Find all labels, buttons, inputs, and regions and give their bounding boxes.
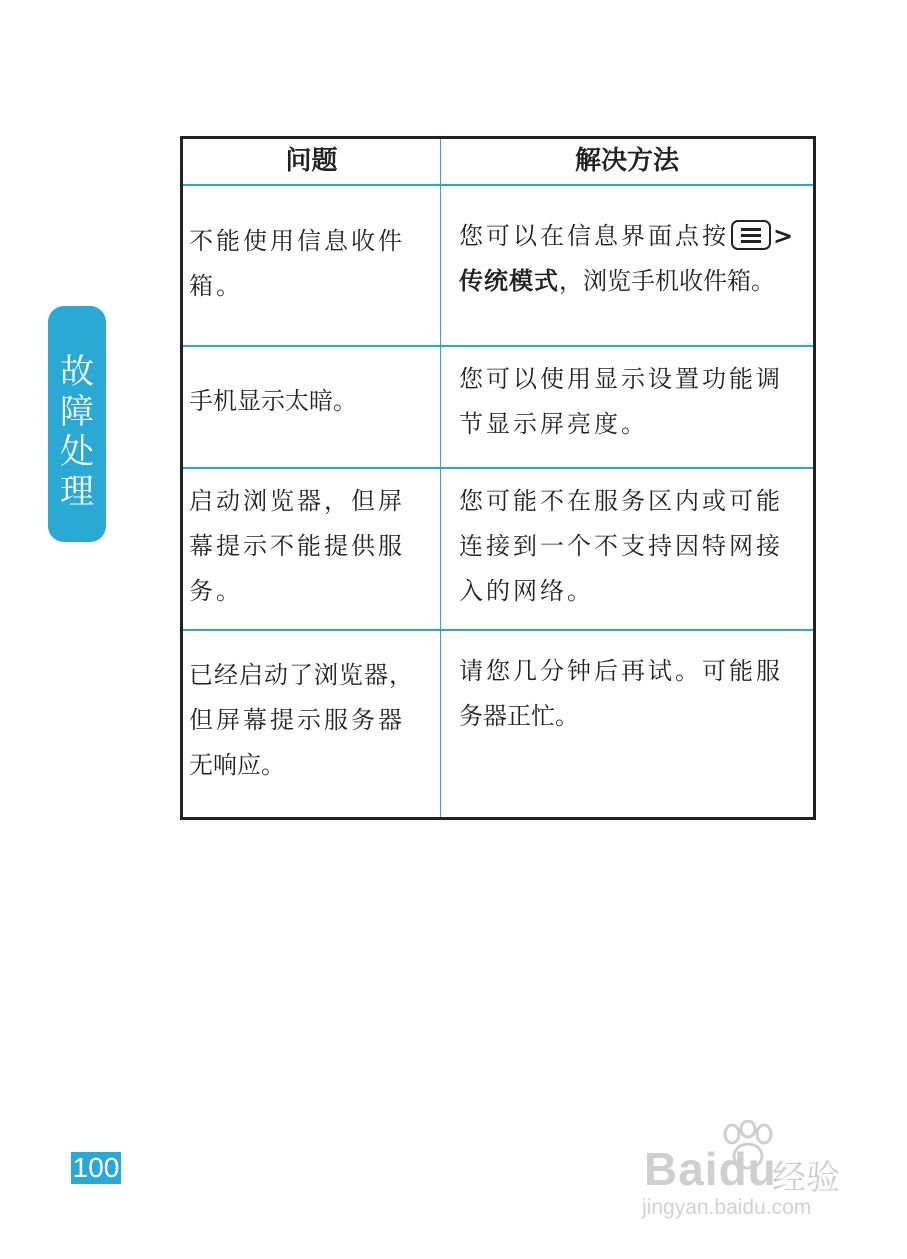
- faq-table: [180, 136, 816, 820]
- row3-answer: [459, 479, 811, 614]
- column-divider: [440, 139, 441, 817]
- text-line: 您可能不在服务区内或可能: [459, 487, 783, 515]
- row2-answer: [459, 357, 811, 447]
- tab-char: 理: [60, 472, 94, 512]
- text-line: 请您几分钟后再试。可能服: [459, 657, 783, 685]
- watermark: [630, 1120, 860, 1230]
- page-number: 100: [72, 1152, 120, 1183]
- tab-char: 障: [60, 392, 94, 432]
- text-line: 入的网络。: [459, 577, 594, 605]
- row4-answer: [459, 649, 811, 739]
- text-line: [459, 214, 811, 259]
- row3-question: [189, 479, 435, 614]
- watermark-logo: Baidu: [644, 1143, 777, 1195]
- header-solution: 解决方法: [574, 146, 679, 176]
- text-line: 务器正忙。: [459, 702, 579, 730]
- row4-question: [189, 653, 435, 788]
- text-line: 连接到一个不支持因特网接: [459, 532, 783, 560]
- text-line: 您可以使用显示设置功能调: [459, 365, 783, 393]
- row1-answer: [459, 214, 811, 304]
- row-divider: [183, 184, 813, 186]
- row-divider: [183, 629, 813, 631]
- header-question: 问题: [285, 146, 338, 176]
- watermark-url: jingyan.baidu.com: [642, 1196, 812, 1219]
- watermark-logo-cn: 经验: [772, 1158, 840, 1198]
- row2-question: [189, 379, 435, 424]
- text-line: 无响应。: [189, 751, 285, 779]
- arrow-text: >: [773, 222, 797, 250]
- text-line: 幕提示不能提供服: [189, 532, 405, 560]
- section-tab: [48, 306, 106, 542]
- text-line: 务。: [189, 577, 243, 605]
- text-line: 已经启动了浏览器，: [189, 661, 414, 689]
- text-line: 节显示屏亮度。: [459, 410, 648, 438]
- menu-key-icon: [731, 220, 771, 250]
- text-line: 箱。: [189, 272, 243, 300]
- mode-name: 传统模式: [459, 267, 559, 295]
- text-line: 不能使用信息收件: [189, 227, 405, 255]
- row-divider: [183, 345, 813, 347]
- text-line: 启动浏览器，但屏: [189, 487, 405, 515]
- tab-char: 故: [60, 352, 94, 392]
- answer-text: ，浏览手机收件箱。: [559, 267, 775, 295]
- text-line: 但屏幕提示服务器: [189, 706, 405, 734]
- text-line: 手机显示太暗。: [189, 387, 357, 415]
- text-line: [459, 259, 811, 304]
- row1-question: [189, 219, 435, 309]
- tab-char: 处: [60, 432, 94, 472]
- answer-text: 您可以在信息界面点按: [459, 222, 729, 250]
- row-divider: [183, 467, 813, 469]
